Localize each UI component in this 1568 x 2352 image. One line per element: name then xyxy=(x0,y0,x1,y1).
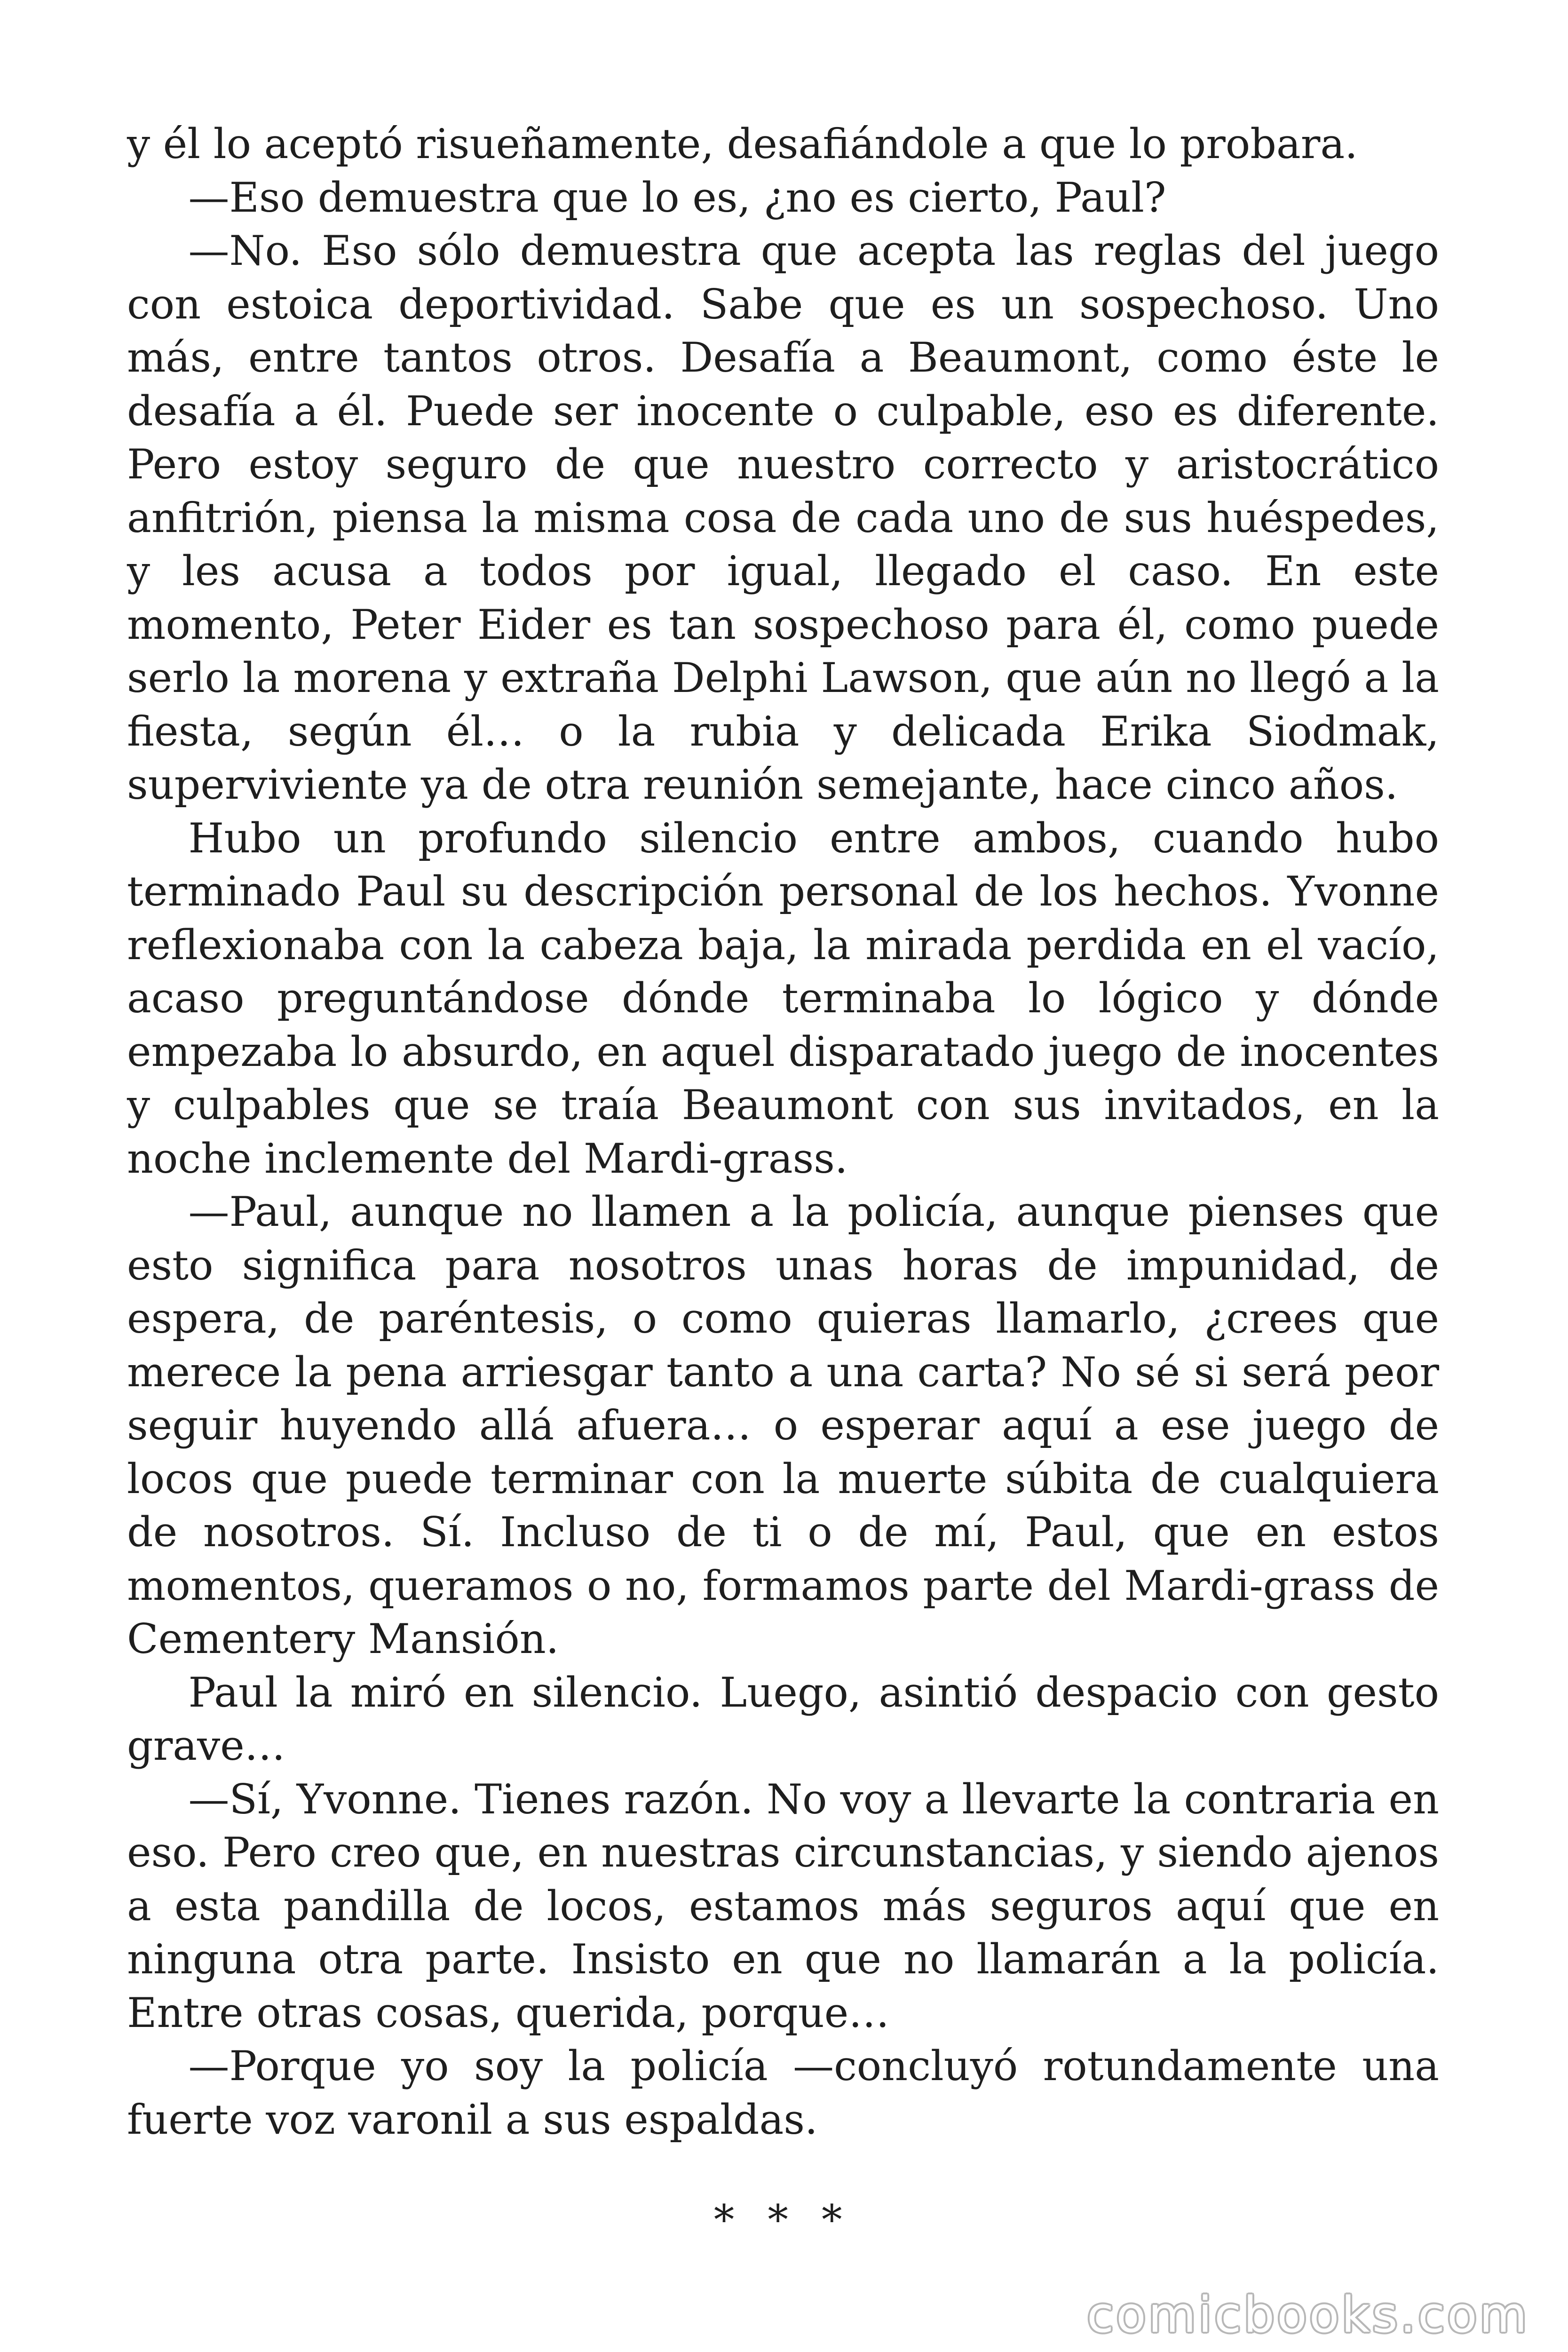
paragraph: Hubo un profundo silencio entre ambos, cuando hubo terminado Paul su descripción personal de los hechos. Yvonne reflexionaba con la cabeza baja, la mirada perdida en el vacío, acaso preguntándose dónde terminaba lo lógico y dónde empezaba lo absurdo, en aquel disparatado juego de inocentes y culpables que se traía Beaumont con sus invitados, en la noche inclemente del Mardi-grass. xyxy=(127,814,1439,1183)
book-page xyxy=(127,118,1439,2244)
paragraph: —Porque yo soy la policía —concluyó rotundamente una fuerte voz varonil a sus espaldas. xyxy=(127,2042,1439,2144)
paragraph: —Paul, aunque no llamen a la policía, aunque pienses que esto significa para nosotros unas horas de impunidad, de espera, de paréntesis, o como quieras llamarlo, ¿crees que merece la pena arriesgar tanto a una carta? No sé si será peor seguir huyendo allá afuera… o esperar aquí a ese juego de locos que puede terminar con la muerte súbita de cualquiera de nosotros. Sí. Incluso de ti o de mí, Paul, que en estos momentos, queramos o no, formamos parte del Mardi-grass de Cementery Mansión. xyxy=(127,1188,1439,1663)
paragraph: —Sí, Yvonne. Tienes razón. No voy a llevarte la contraria en eso. Pero creo que, en nuestras circunstancias, y siendo ajenos a esta pandilla de locos, estamos más seguros aquí que en ninguna otra parte. Insisto en que no llamarán a la policía. Entre otras cosas, querida, porque… xyxy=(127,1775,1439,2037)
paragraph: —Eso demuestra que lo es, ¿no es cierto, Paul? xyxy=(188,173,1166,222)
scene-separator: * * * xyxy=(713,2196,853,2244)
watermark: comicbooks.com xyxy=(1086,2286,1529,2344)
paragraph: —No. Eso sólo demuestra que acepta las reglas del juego con estoica deportividad. Sabe que es un sospechoso. Uno más, entre tantos otros. Desafía a Beaumont, como éste le desafía a él. Puede ser inocente o culpable, eso es diferente. Pero estoy seguro de que nuestro correcto y aristocrático anfitrión, piensa la misma cosa de cada uno de sus huéspedes, y les acusa a todos por igual, llegado el caso. En este momento, Peter Eider es tan sospechoso para él, como puede serlo la morena y extraña Delphi Lawson, que aún no llegó a la fiesta, según él… o la rubia y delicada Erika Siodmak, superviviente ya de otra reunión semejante, hace cinco años. xyxy=(127,227,1439,809)
paragraph: y él lo aceptó risueñamente, desafiándole a que lo probara. xyxy=(127,120,1358,168)
paragraph: Paul la miró en silencio. Luego, asintió despacio con gesto grave… xyxy=(127,1668,1439,1770)
